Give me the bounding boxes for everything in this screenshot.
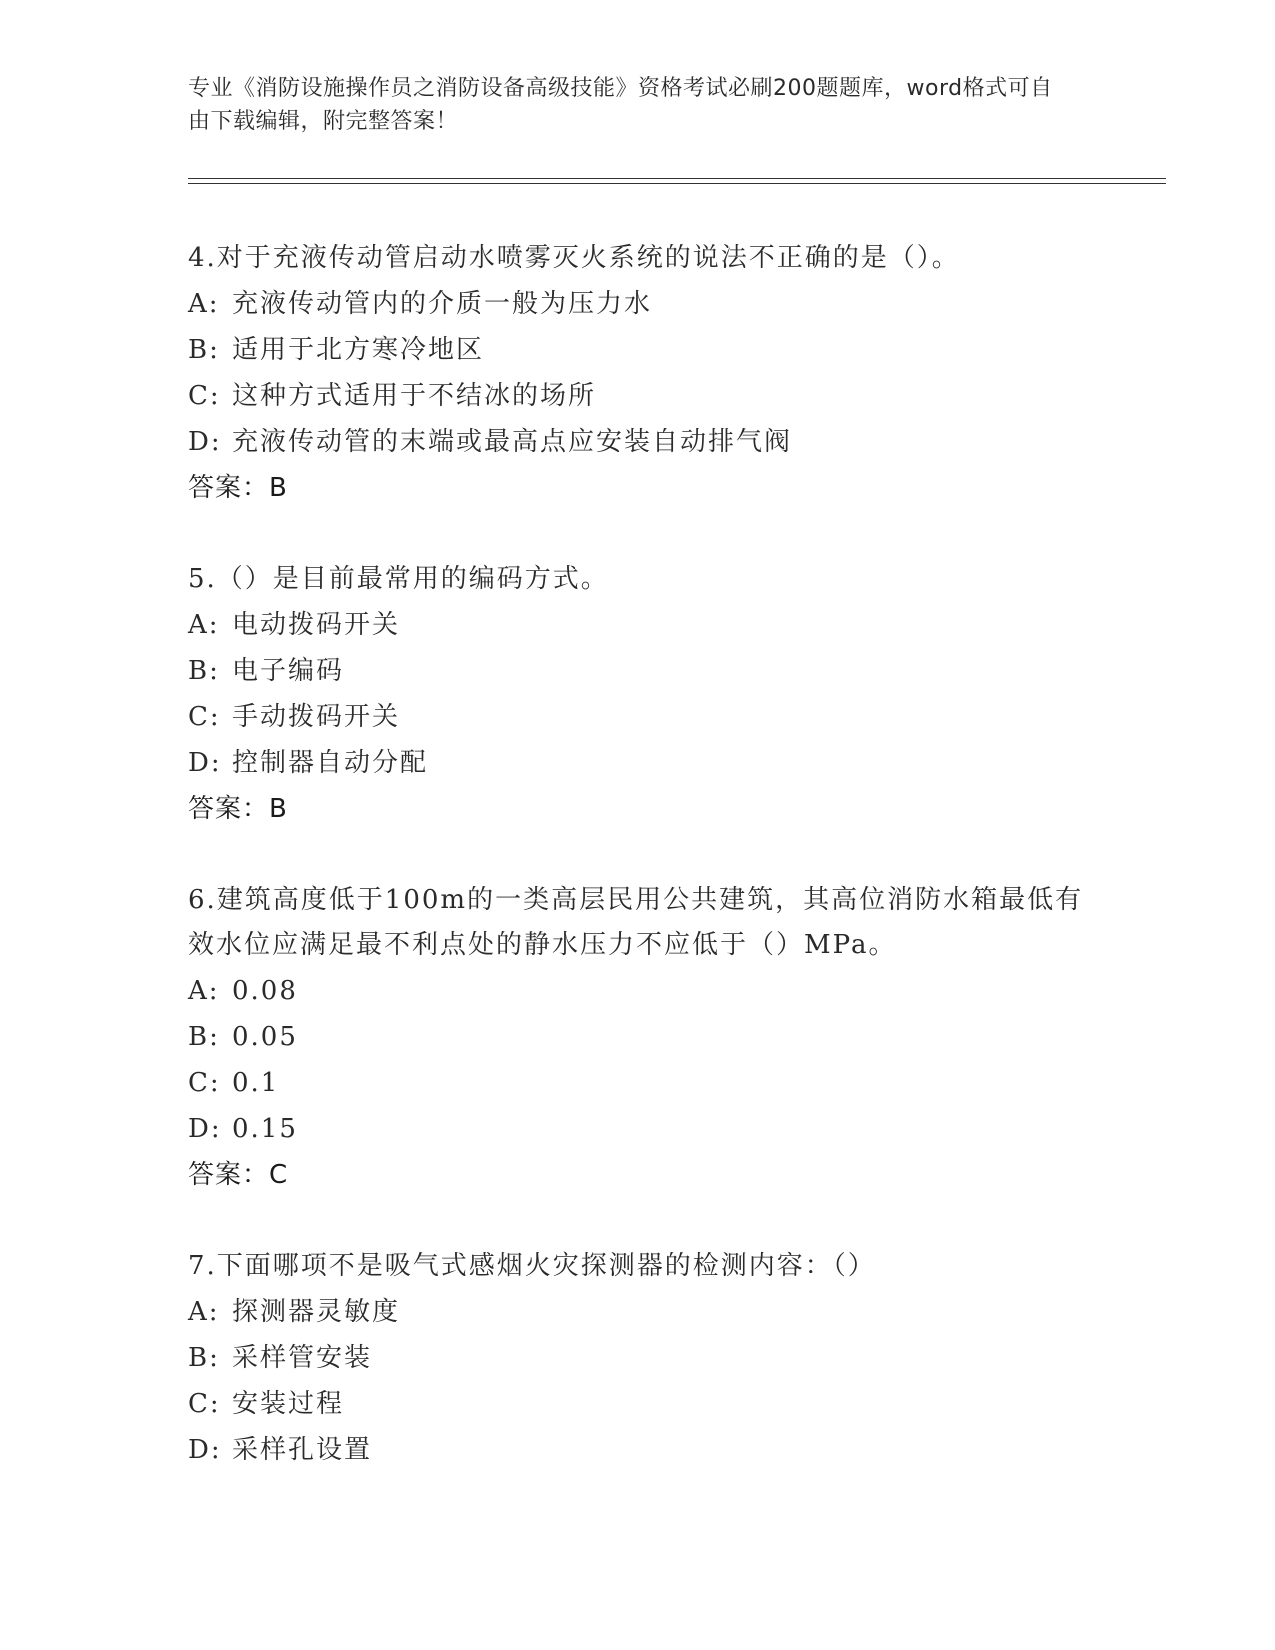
option-d bbox=[188, 1106, 1088, 1152]
question-5 bbox=[188, 557, 1088, 832]
option-b bbox=[188, 1335, 1088, 1381]
question-stem: 7.下面哪项不是吸气式感烟火灾探测器的检测内容：（） bbox=[188, 1251, 876, 1281]
option-letter: B: bbox=[188, 1022, 220, 1052]
option-letter: C: bbox=[188, 381, 221, 411]
option-text: 0.15 bbox=[232, 1114, 298, 1144]
option-text: 充液传动管内的介质一般为压力水 bbox=[232, 289, 653, 319]
option-d bbox=[188, 419, 1088, 465]
question-stem: 6.建筑高度低于100m的一类高层民用公共建筑，其高位消防水箱最低有效水位应满足最不利点处的静水压力不应低于（）MPa。 bbox=[188, 885, 1084, 960]
option-a bbox=[188, 968, 1088, 1014]
answer-line: 答案：B bbox=[188, 794, 288, 824]
option-c bbox=[188, 373, 1088, 419]
header-divider-top bbox=[188, 178, 1166, 179]
option-letter: D: bbox=[188, 1435, 222, 1465]
question-6 bbox=[188, 878, 1088, 1198]
option-text: 安装过程 bbox=[232, 1389, 345, 1419]
option-c bbox=[188, 694, 1088, 740]
option-d bbox=[188, 740, 1088, 786]
question-stem: 4.对于充液传动管启动水喷雾灭火系统的说法不正确的是（）。 bbox=[188, 243, 960, 273]
option-letter: C: bbox=[188, 702, 221, 732]
option-letter: A: bbox=[188, 1297, 220, 1327]
option-b bbox=[188, 327, 1088, 373]
option-letter: B: bbox=[188, 335, 220, 365]
option-letter: D: bbox=[188, 427, 222, 457]
option-text: 0.05 bbox=[232, 1022, 298, 1052]
option-text: 0.08 bbox=[232, 976, 298, 1006]
option-text: 电动拨码开关 bbox=[232, 610, 401, 640]
option-letter: A: bbox=[188, 976, 220, 1006]
option-letter: D: bbox=[188, 1114, 222, 1144]
option-text: 电子编码 bbox=[232, 656, 345, 686]
question-4 bbox=[188, 236, 1088, 511]
option-text: 手动拨码开关 bbox=[232, 702, 401, 732]
option-a bbox=[188, 281, 1088, 327]
option-b bbox=[188, 1014, 1088, 1060]
option-letter: C: bbox=[188, 1068, 221, 1098]
option-letter: B: bbox=[188, 656, 220, 686]
option-c bbox=[188, 1060, 1088, 1106]
option-a bbox=[188, 1289, 1088, 1335]
option-text: 0.1 bbox=[232, 1068, 280, 1098]
document-header: 专业《消防设施操作员之消防设备高级技能》资格考试必刷200题题库，word格式可自由下载编辑，附完整答案！ bbox=[188, 76, 1053, 134]
option-text: 采样孔设置 bbox=[232, 1435, 373, 1465]
option-text: 充液传动管的末端或最高点应安装自动排气阀 bbox=[232, 427, 793, 457]
option-text: 采样管安装 bbox=[232, 1343, 373, 1373]
option-letter: B: bbox=[188, 1343, 220, 1373]
option-letter: A: bbox=[188, 610, 220, 640]
header-divider-bottom bbox=[188, 183, 1166, 184]
option-letter: C: bbox=[188, 1389, 221, 1419]
option-text: 适用于北方寒冷地区 bbox=[232, 335, 485, 365]
option-text: 控制器自动分配 bbox=[232, 748, 429, 778]
option-a bbox=[188, 602, 1088, 648]
option-b bbox=[188, 648, 1088, 694]
option-d bbox=[188, 1427, 1088, 1473]
option-c bbox=[188, 1381, 1088, 1427]
answer-line: 答案：B bbox=[188, 473, 288, 503]
option-text: 这种方式适用于不结冰的场所 bbox=[232, 381, 597, 411]
question-stem: 5.（）是目前最常用的编码方式。 bbox=[188, 564, 609, 594]
option-text: 探测器灵敏度 bbox=[232, 1297, 401, 1327]
answer-line: 答案：C bbox=[188, 1160, 289, 1190]
option-letter: D: bbox=[188, 748, 222, 778]
question-7 bbox=[188, 1244, 1088, 1473]
option-letter: A: bbox=[188, 289, 220, 319]
